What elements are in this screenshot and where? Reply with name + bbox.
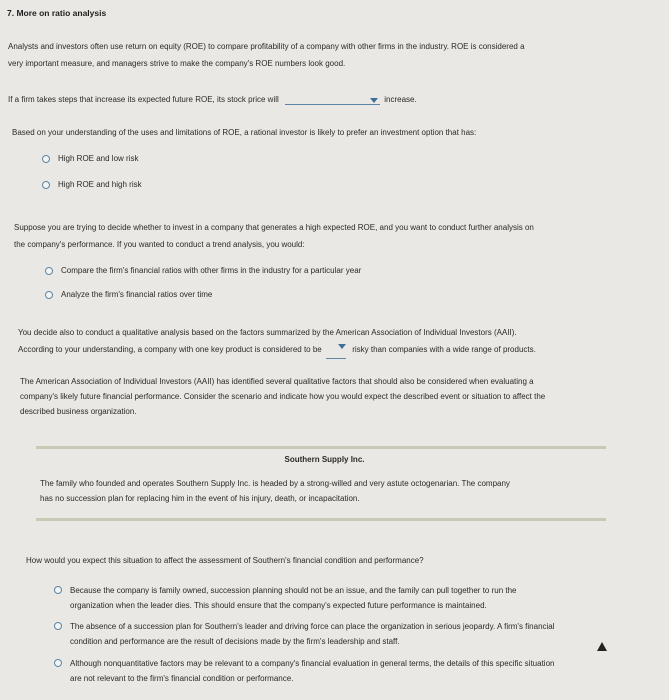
- q6-prompt: How would you expect this situation to affect the assessment of Southern's financial condition and performance?: [26, 556, 424, 565]
- q6-option-2[interactable]: [54, 619, 654, 649]
- q4-line-1: You decide also to conduct a qualitative analysis based on the factors summarized by the American Association of Individual Investors (AAII).: [18, 328, 517, 337]
- q5-line-3: described business organization.: [20, 407, 137, 416]
- q3-paragraph: [14, 219, 659, 253]
- q1-selected-hint: increase.: [384, 95, 417, 104]
- scenario-bottom-rule: [36, 518, 606, 521]
- radio-button[interactable]: [54, 622, 62, 630]
- q6-option-1[interactable]: [54, 583, 654, 613]
- option-line-1: Although nonquantitative factors may be relevant to a company's financial evaluation in general terms, the details of this specific situation: [70, 659, 555, 668]
- q6-option-3[interactable]: [54, 656, 654, 686]
- q5-line-2: company's likely future financial performance. Consider the scenario and indicate how you would expect the described event or situation to affect the: [20, 392, 546, 401]
- radio-button[interactable]: [54, 586, 62, 594]
- option-label: Compare the firm's financial ratios with other firms in the industry for a particular year: [61, 266, 362, 275]
- option-line-2: are not relevant to the firm's financial condition or performance.: [70, 674, 294, 683]
- q4-prefix: According to your understanding, a company with one key product is considered to be: [18, 345, 322, 354]
- q4-suffix: risky than companies with a wide range of products.: [352, 345, 536, 354]
- q2-prompt: Based on your understanding of the uses and limitations of ROE, a rational investor is likely to prefer an investment option that has:: [12, 128, 477, 137]
- q5-paragraph: [20, 374, 650, 419]
- q4-line-2: [18, 341, 658, 359]
- radio-button[interactable]: [45, 267, 53, 275]
- intro-line-1: Analysts and investors often use return on equity (ROE) to compare profitability of a company with other firms in the industry. ROE is considered a: [8, 42, 525, 51]
- option-label: High ROE and low risk: [58, 154, 139, 163]
- option-line-2: condition and performance are the result of decisions made by the firm's leadership and staff.: [70, 637, 400, 646]
- intro-paragraph: [8, 38, 658, 72]
- scenario-top-rule: [36, 446, 606, 449]
- radio-button[interactable]: [42, 155, 50, 163]
- q2-option-2[interactable]: [42, 180, 142, 189]
- q3-line-1: Suppose you are trying to decide whether to invest in a company that generates a high expected ROE, and you want to conduct further analysis on: [14, 223, 534, 232]
- scenario-line-1: The family who founded and operates Southern Supply Inc. is headed by a strong-willed and very astute octogenarian. The company: [40, 479, 510, 488]
- option-line-1: Because the company is family owned, succession planning should not be an issue, and the family can pull together to run the: [70, 586, 517, 595]
- q3-line-2: the company's performance. If you wanted to conduct a trend analysis, you would:: [14, 240, 305, 249]
- option-label: Analyze the firm's financial ratios over time: [61, 290, 213, 299]
- intro-line-2: very important measure, and managers strive to make the company's ROE numbers look good.: [8, 59, 346, 68]
- stock-price-dropdown[interactable]: [285, 95, 380, 105]
- chevron-down-icon: [370, 98, 378, 103]
- q2-option-1[interactable]: [42, 154, 138, 163]
- scenario-line-2: has no succession plan for replacing him in the event of his injury, death, or incapacitation.: [40, 494, 360, 503]
- radio-button[interactable]: [45, 291, 53, 299]
- option-label: High ROE and high risk: [58, 180, 142, 189]
- q3-option-2[interactable]: [45, 290, 212, 299]
- option-label: [70, 583, 517, 613]
- radio-button[interactable]: [54, 659, 62, 667]
- q1-sentence: [8, 95, 658, 105]
- option-label: [70, 656, 554, 686]
- q3-option-1[interactable]: [45, 266, 361, 275]
- mouse-cursor-icon: [597, 642, 607, 651]
- option-line-1: The absence of a succession plan for Southern's leader and driving force can place the organization in serious jeopardy. A firm's financial: [70, 622, 555, 631]
- option-label: [70, 619, 555, 649]
- chevron-down-icon: [338, 344, 346, 349]
- option-line-2: organization when the leader dies. This should ensure that the company's expected future performance is maintained.: [70, 601, 487, 610]
- q4-paragraph: [18, 324, 658, 359]
- scenario-heading: Southern Supply Inc.: [284, 455, 365, 464]
- radio-button[interactable]: [42, 181, 50, 189]
- risk-level-dropdown[interactable]: [326, 341, 346, 359]
- question-title: 7. More on ratio analysis: [7, 8, 107, 18]
- q5-line-1: The American Association of Individual Investors (AAII) has identified several qualitative factors that should also be considered when evaluating a: [20, 377, 534, 386]
- scenario-text: [40, 476, 620, 506]
- q1-prefix: If a firm takes steps that increase its expected future ROE, its stock price will: [8, 95, 279, 104]
